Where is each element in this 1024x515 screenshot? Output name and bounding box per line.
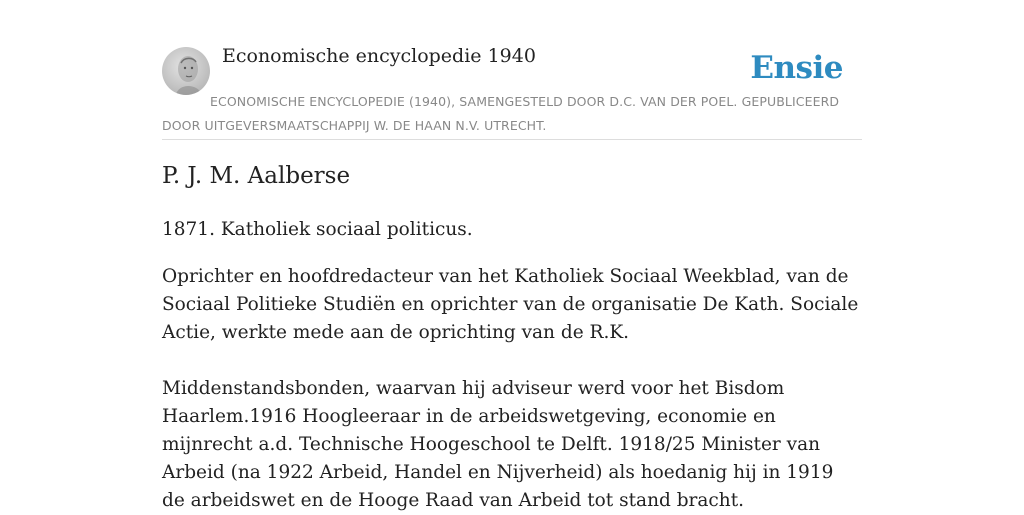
entry-paragraph-1: 1871. Katholiek sociaal politicus. <box>162 219 473 240</box>
author-portrait-icon[interactable] <box>162 47 210 95</box>
entry-paragraph-2: Oprichter en hoofdredacteur van het Katholiek Sociaal Weekblad, van de Sociaal Politieke Studiën en oprichter van de organisatie De Kath. Sociale Actie, werkte mede aan de oprichting van de R.K. <box>162 266 859 343</box>
entry-title: P. J. M. Aalberse <box>162 163 351 189</box>
book-title-link[interactable]: Economische encyclopedie 1940 <box>222 45 536 67</box>
header-divider <box>162 139 862 140</box>
entry-paragraph-3: Middenstandsbonden, waarvan hij adviseur werd voor het Bisdom Haarlem.1916 Hoogleeraar in de arbeidswetgeving, economie en mijnrecht a.d. Technische Hoogeschool te Delft. 1918/25 Minister van Arbeid (na 1922 Arbeid, Handel en Nijverheid) als hoedanig hij in 1919 de arbeidswet en de Hooge Raad van Arbeid tot stand bracht. <box>162 378 834 511</box>
article-page <box>162 0 862 512</box>
ensie-logo[interactable]: Ensie <box>750 50 843 86</box>
book-subtitle: ECONOMISCHE ENCYCLOPEDIE (1940), SAMENGESTELD DOOR D.C. VAN DER POEL. GEPUBLICEERD DOOR UITGEVERSMAATSCHAPPIJ W. DE HAAN N.V. UTRECHT. <box>162 94 840 133</box>
